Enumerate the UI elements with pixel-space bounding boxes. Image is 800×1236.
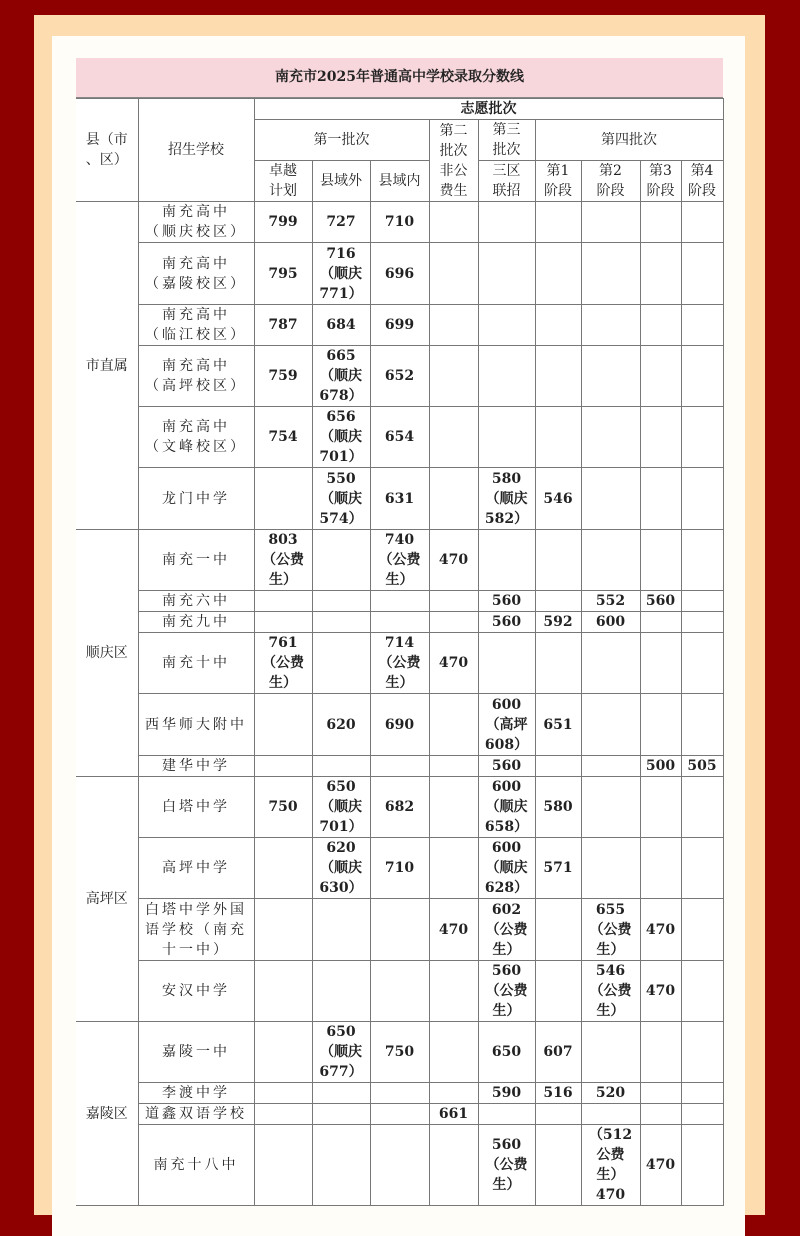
- table-row: [76, 468, 723, 530]
- score-cell: [429, 838, 478, 899]
- score-cell: 750: [370, 1022, 429, 1083]
- score-cell: [254, 899, 312, 961]
- score-cell: [681, 961, 723, 1022]
- header-inside-county: 县域内: [370, 161, 429, 202]
- score-cell: [581, 838, 640, 899]
- score-cell: [429, 591, 478, 612]
- score-cell: [312, 612, 370, 633]
- header-outside-county: 县域外: [312, 161, 370, 202]
- score-cell: [681, 694, 723, 756]
- score-cell: [254, 1022, 312, 1083]
- table-row: [76, 591, 723, 612]
- score-cell: [478, 243, 535, 305]
- score-cell: [370, 591, 429, 612]
- score-cell: 710: [370, 202, 429, 243]
- table-row: [76, 243, 723, 305]
- table-row: [76, 407, 723, 468]
- header-stage1: 第1 阶段: [535, 161, 581, 202]
- score-cell: [478, 633, 535, 694]
- score-cell: [312, 591, 370, 612]
- score-cell: 552: [581, 591, 640, 612]
- table-row: [76, 777, 723, 838]
- score-cell: [640, 612, 681, 633]
- score-cell: [312, 899, 370, 961]
- score-cell: [640, 694, 681, 756]
- district-cell: 顺庆区: [76, 530, 138, 777]
- score-cell: 682: [370, 777, 429, 838]
- score-cell: 600 （高坪 608）: [478, 694, 535, 756]
- score-cell: [312, 1104, 370, 1125]
- score-cell: [370, 899, 429, 961]
- school-name: 道鑫双语学校: [138, 1104, 254, 1125]
- table-row: [76, 694, 723, 756]
- score-cell: 710: [370, 838, 429, 899]
- score-cell: [429, 407, 478, 468]
- score-cell: [429, 1125, 478, 1206]
- header-stage4: 第4 阶段: [681, 161, 723, 202]
- score-cell: [478, 407, 535, 468]
- score-cell: 799: [254, 202, 312, 243]
- score-cell: [581, 346, 640, 407]
- score-cell: 550 （顺庆 574）: [312, 468, 370, 530]
- score-cell: [254, 961, 312, 1022]
- header-excellence-plan: 卓越 计划: [254, 161, 312, 202]
- score-cell: [429, 1022, 478, 1083]
- score-cell: 560: [478, 756, 535, 777]
- score-cell: [681, 407, 723, 468]
- score-cell: [581, 694, 640, 756]
- score-cell: [681, 1125, 723, 1206]
- score-cell: [640, 243, 681, 305]
- table-row: [76, 633, 723, 694]
- score-cell: [581, 777, 640, 838]
- score-cell: 580 （顺庆 582）: [478, 468, 535, 530]
- score-cell: 699: [370, 305, 429, 346]
- score-cell: 592: [535, 612, 581, 633]
- score-cell: [640, 202, 681, 243]
- school-name: 南充高中 （临江校区）: [138, 305, 254, 346]
- score-cell: [681, 346, 723, 407]
- score-cell: [312, 961, 370, 1022]
- score-cell: 655 （公费 生）: [581, 899, 640, 961]
- district-cell: 嘉陵区: [76, 1022, 138, 1206]
- score-cell: 470: [429, 633, 478, 694]
- score-cell: [478, 1104, 535, 1125]
- header-batch1: 第一批次: [254, 120, 429, 161]
- score-cell: [581, 1104, 640, 1125]
- score-cell: 696: [370, 243, 429, 305]
- score-cell: [681, 305, 723, 346]
- score-cell: [640, 468, 681, 530]
- score-cell: [312, 1125, 370, 1206]
- score-cell: [681, 777, 723, 838]
- score-cell: [535, 1104, 581, 1125]
- score-cell: [640, 346, 681, 407]
- score-cell: [312, 1083, 370, 1104]
- header-batch2: 第二 批次 非公 费生: [429, 120, 478, 202]
- score-cell: [681, 612, 723, 633]
- score-cell: 560: [478, 591, 535, 612]
- score-cell: 656 （顺庆 701）: [312, 407, 370, 468]
- table-row: [76, 202, 723, 243]
- score-cell: [681, 202, 723, 243]
- table-body: [76, 202, 723, 1206]
- score-cell: 580: [535, 777, 581, 838]
- score-cell: 650: [478, 1022, 535, 1083]
- score-cell: [535, 202, 581, 243]
- score-cell: [312, 633, 370, 694]
- school-name: 南充高中 （文峰校区）: [138, 407, 254, 468]
- score-cell: 716 （顺庆 771）: [312, 243, 370, 305]
- score-cell: [581, 468, 640, 530]
- score-cell: 500: [640, 756, 681, 777]
- header-stage2: 第2 阶段: [581, 161, 640, 202]
- score-cell: [681, 468, 723, 530]
- school-name: 南充高中 （嘉陵校区）: [138, 243, 254, 305]
- score-cell: [429, 346, 478, 407]
- header-stage3: 第3 阶段: [640, 161, 681, 202]
- district-cell: 市直属: [76, 202, 138, 530]
- header-volunteer-batch: 志愿批次: [254, 99, 723, 120]
- score-cell: [640, 1083, 681, 1104]
- score-cell: 761 （公费 生）: [254, 633, 312, 694]
- score-cell: [581, 1022, 640, 1083]
- score-cell: [370, 1125, 429, 1206]
- header-batch3: 第三 批次: [478, 120, 535, 161]
- score-cell: 727: [312, 202, 370, 243]
- score-cell: 740 （公费 生）: [370, 530, 429, 591]
- score-cell: （512 公费 生） 470: [581, 1125, 640, 1206]
- score-cell: [581, 633, 640, 694]
- score-cell: [429, 305, 478, 346]
- school-name: 建华中学: [138, 756, 254, 777]
- score-cell: [478, 346, 535, 407]
- score-cell: [254, 1104, 312, 1125]
- score-cell: [581, 243, 640, 305]
- score-cell: 650 （顺庆 677）: [312, 1022, 370, 1083]
- score-cell: [535, 305, 581, 346]
- score-cell: [478, 530, 535, 591]
- score-cell: 600 （顺庆 658）: [478, 777, 535, 838]
- score-cell: [478, 305, 535, 346]
- score-cell: 690: [370, 694, 429, 756]
- score-cell: 652: [370, 346, 429, 407]
- score-cell: [640, 305, 681, 346]
- score-cell: [254, 1083, 312, 1104]
- score-cell: 650 （顺庆 701）: [312, 777, 370, 838]
- score-cell: [254, 694, 312, 756]
- score-cell: [535, 407, 581, 468]
- score-cell: 631: [370, 468, 429, 530]
- school-name: 南充十中: [138, 633, 254, 694]
- score-cell: [429, 1083, 478, 1104]
- table-row: [76, 612, 723, 633]
- school-name: 南充高中 （顺庆校区）: [138, 202, 254, 243]
- score-cell: 560: [478, 612, 535, 633]
- score-cell: 795: [254, 243, 312, 305]
- score-cell: [681, 530, 723, 591]
- school-name: 白塔中学外国 语学校（南充 十一中）: [138, 899, 254, 961]
- score-cell: 714 （公费 生）: [370, 633, 429, 694]
- score-cell: 546 （公费 生）: [581, 961, 640, 1022]
- score-cell: [640, 633, 681, 694]
- score-cell: 602 （公费 生）: [478, 899, 535, 961]
- score-cell: [254, 468, 312, 530]
- table-row: [76, 756, 723, 777]
- score-cell: [581, 756, 640, 777]
- score-cell: [535, 591, 581, 612]
- score-sheet: [76, 58, 723, 1206]
- score-cell: [535, 899, 581, 961]
- score-cell: 651: [535, 694, 581, 756]
- header-batch4: 第四批次: [535, 120, 723, 161]
- district-cell: 高坪区: [76, 777, 138, 1022]
- score-cell: [429, 468, 478, 530]
- score-cell: [681, 1104, 723, 1125]
- score-cell: [581, 305, 640, 346]
- school-name: 南充六中: [138, 591, 254, 612]
- score-cell: [535, 633, 581, 694]
- score-cell: 590: [478, 1083, 535, 1104]
- score-cell: [535, 243, 581, 305]
- score-cell: [429, 777, 478, 838]
- table-row: [76, 899, 723, 961]
- score-cell: [681, 838, 723, 899]
- score-cell: 803 （公费 生）: [254, 530, 312, 591]
- school-name: 白塔中学: [138, 777, 254, 838]
- score-cell: [535, 346, 581, 407]
- score-cell: [429, 756, 478, 777]
- header-school: 招生学校: [138, 99, 254, 202]
- score-cell: 470: [640, 899, 681, 961]
- score-cell: 759: [254, 346, 312, 407]
- score-cell: [640, 407, 681, 468]
- score-cell: [681, 591, 723, 612]
- school-name: 李渡中学: [138, 1083, 254, 1104]
- score-cell: [478, 202, 535, 243]
- score-cell: [370, 1104, 429, 1125]
- score-cell: 470: [429, 899, 478, 961]
- score-cell: 661: [429, 1104, 478, 1125]
- score-cell: [640, 838, 681, 899]
- school-name: 安汉中学: [138, 961, 254, 1022]
- score-cell: [535, 961, 581, 1022]
- score-cell: [681, 243, 723, 305]
- score-cell: 571: [535, 838, 581, 899]
- score-cell: 520: [581, 1083, 640, 1104]
- table-row: [76, 1104, 723, 1125]
- school-name: 高坪中学: [138, 838, 254, 899]
- score-cell: [681, 899, 723, 961]
- score-table: [76, 98, 724, 1206]
- score-cell: 560 （公费 生）: [478, 961, 535, 1022]
- score-cell: [254, 756, 312, 777]
- score-cell: 654: [370, 407, 429, 468]
- table-row: [76, 530, 723, 591]
- score-cell: [312, 756, 370, 777]
- score-cell: 620: [312, 694, 370, 756]
- score-cell: 560 （公费 生）: [478, 1125, 535, 1206]
- score-cell: 600 （顺庆 628）: [478, 838, 535, 899]
- score-cell: 754: [254, 407, 312, 468]
- school-name: 西华师大附中: [138, 694, 254, 756]
- score-cell: [535, 1125, 581, 1206]
- school-name: 南充一中: [138, 530, 254, 591]
- school-name: 龙门中学: [138, 468, 254, 530]
- score-cell: [581, 530, 640, 591]
- score-cell: [370, 612, 429, 633]
- score-cell: 787: [254, 305, 312, 346]
- score-cell: [535, 756, 581, 777]
- score-cell: 684: [312, 305, 370, 346]
- school-name: 嘉陵一中: [138, 1022, 254, 1083]
- score-cell: [429, 961, 478, 1022]
- score-cell: 516: [535, 1083, 581, 1104]
- score-cell: [681, 633, 723, 694]
- page-title: 南充市2025年普通高中学校录取分数线: [76, 58, 723, 98]
- table-row: [76, 838, 723, 899]
- table-row: [76, 346, 723, 407]
- score-cell: 505: [681, 756, 723, 777]
- table-row: [76, 961, 723, 1022]
- score-cell: [681, 1022, 723, 1083]
- score-cell: 470: [429, 530, 478, 591]
- school-name: 南充高中 （高坪校区）: [138, 346, 254, 407]
- score-cell: [312, 530, 370, 591]
- score-cell: [429, 243, 478, 305]
- score-cell: 470: [640, 961, 681, 1022]
- score-cell: 560: [640, 591, 681, 612]
- table-row: [76, 1083, 723, 1104]
- score-cell: 620 （顺庆 630）: [312, 838, 370, 899]
- score-cell: [681, 1083, 723, 1104]
- score-cell: [370, 1083, 429, 1104]
- table-row: [76, 305, 723, 346]
- score-cell: [581, 202, 640, 243]
- score-cell: [429, 202, 478, 243]
- score-cell: [640, 530, 681, 591]
- score-cell: [640, 777, 681, 838]
- score-cell: [640, 1104, 681, 1125]
- score-cell: 600: [581, 612, 640, 633]
- header-three-district: 三区 联招: [478, 161, 535, 202]
- table-row: [76, 1125, 723, 1206]
- header-district: 县（市 、区）: [76, 99, 138, 202]
- score-cell: [581, 407, 640, 468]
- score-cell: [370, 756, 429, 777]
- score-cell: 470: [640, 1125, 681, 1206]
- score-cell: [254, 591, 312, 612]
- score-cell: 750: [254, 777, 312, 838]
- score-cell: [254, 838, 312, 899]
- score-cell: 665 （顺庆 678）: [312, 346, 370, 407]
- score-cell: 546: [535, 468, 581, 530]
- score-cell: 607: [535, 1022, 581, 1083]
- table-row: [76, 1022, 723, 1083]
- school-name: 南充十八中: [138, 1125, 254, 1206]
- score-cell: [254, 1125, 312, 1206]
- school-name: 南充九中: [138, 612, 254, 633]
- score-cell: [370, 961, 429, 1022]
- score-cell: [254, 612, 312, 633]
- score-cell: [429, 612, 478, 633]
- score-cell: [640, 1022, 681, 1083]
- score-cell: [429, 694, 478, 756]
- score-cell: [535, 530, 581, 591]
